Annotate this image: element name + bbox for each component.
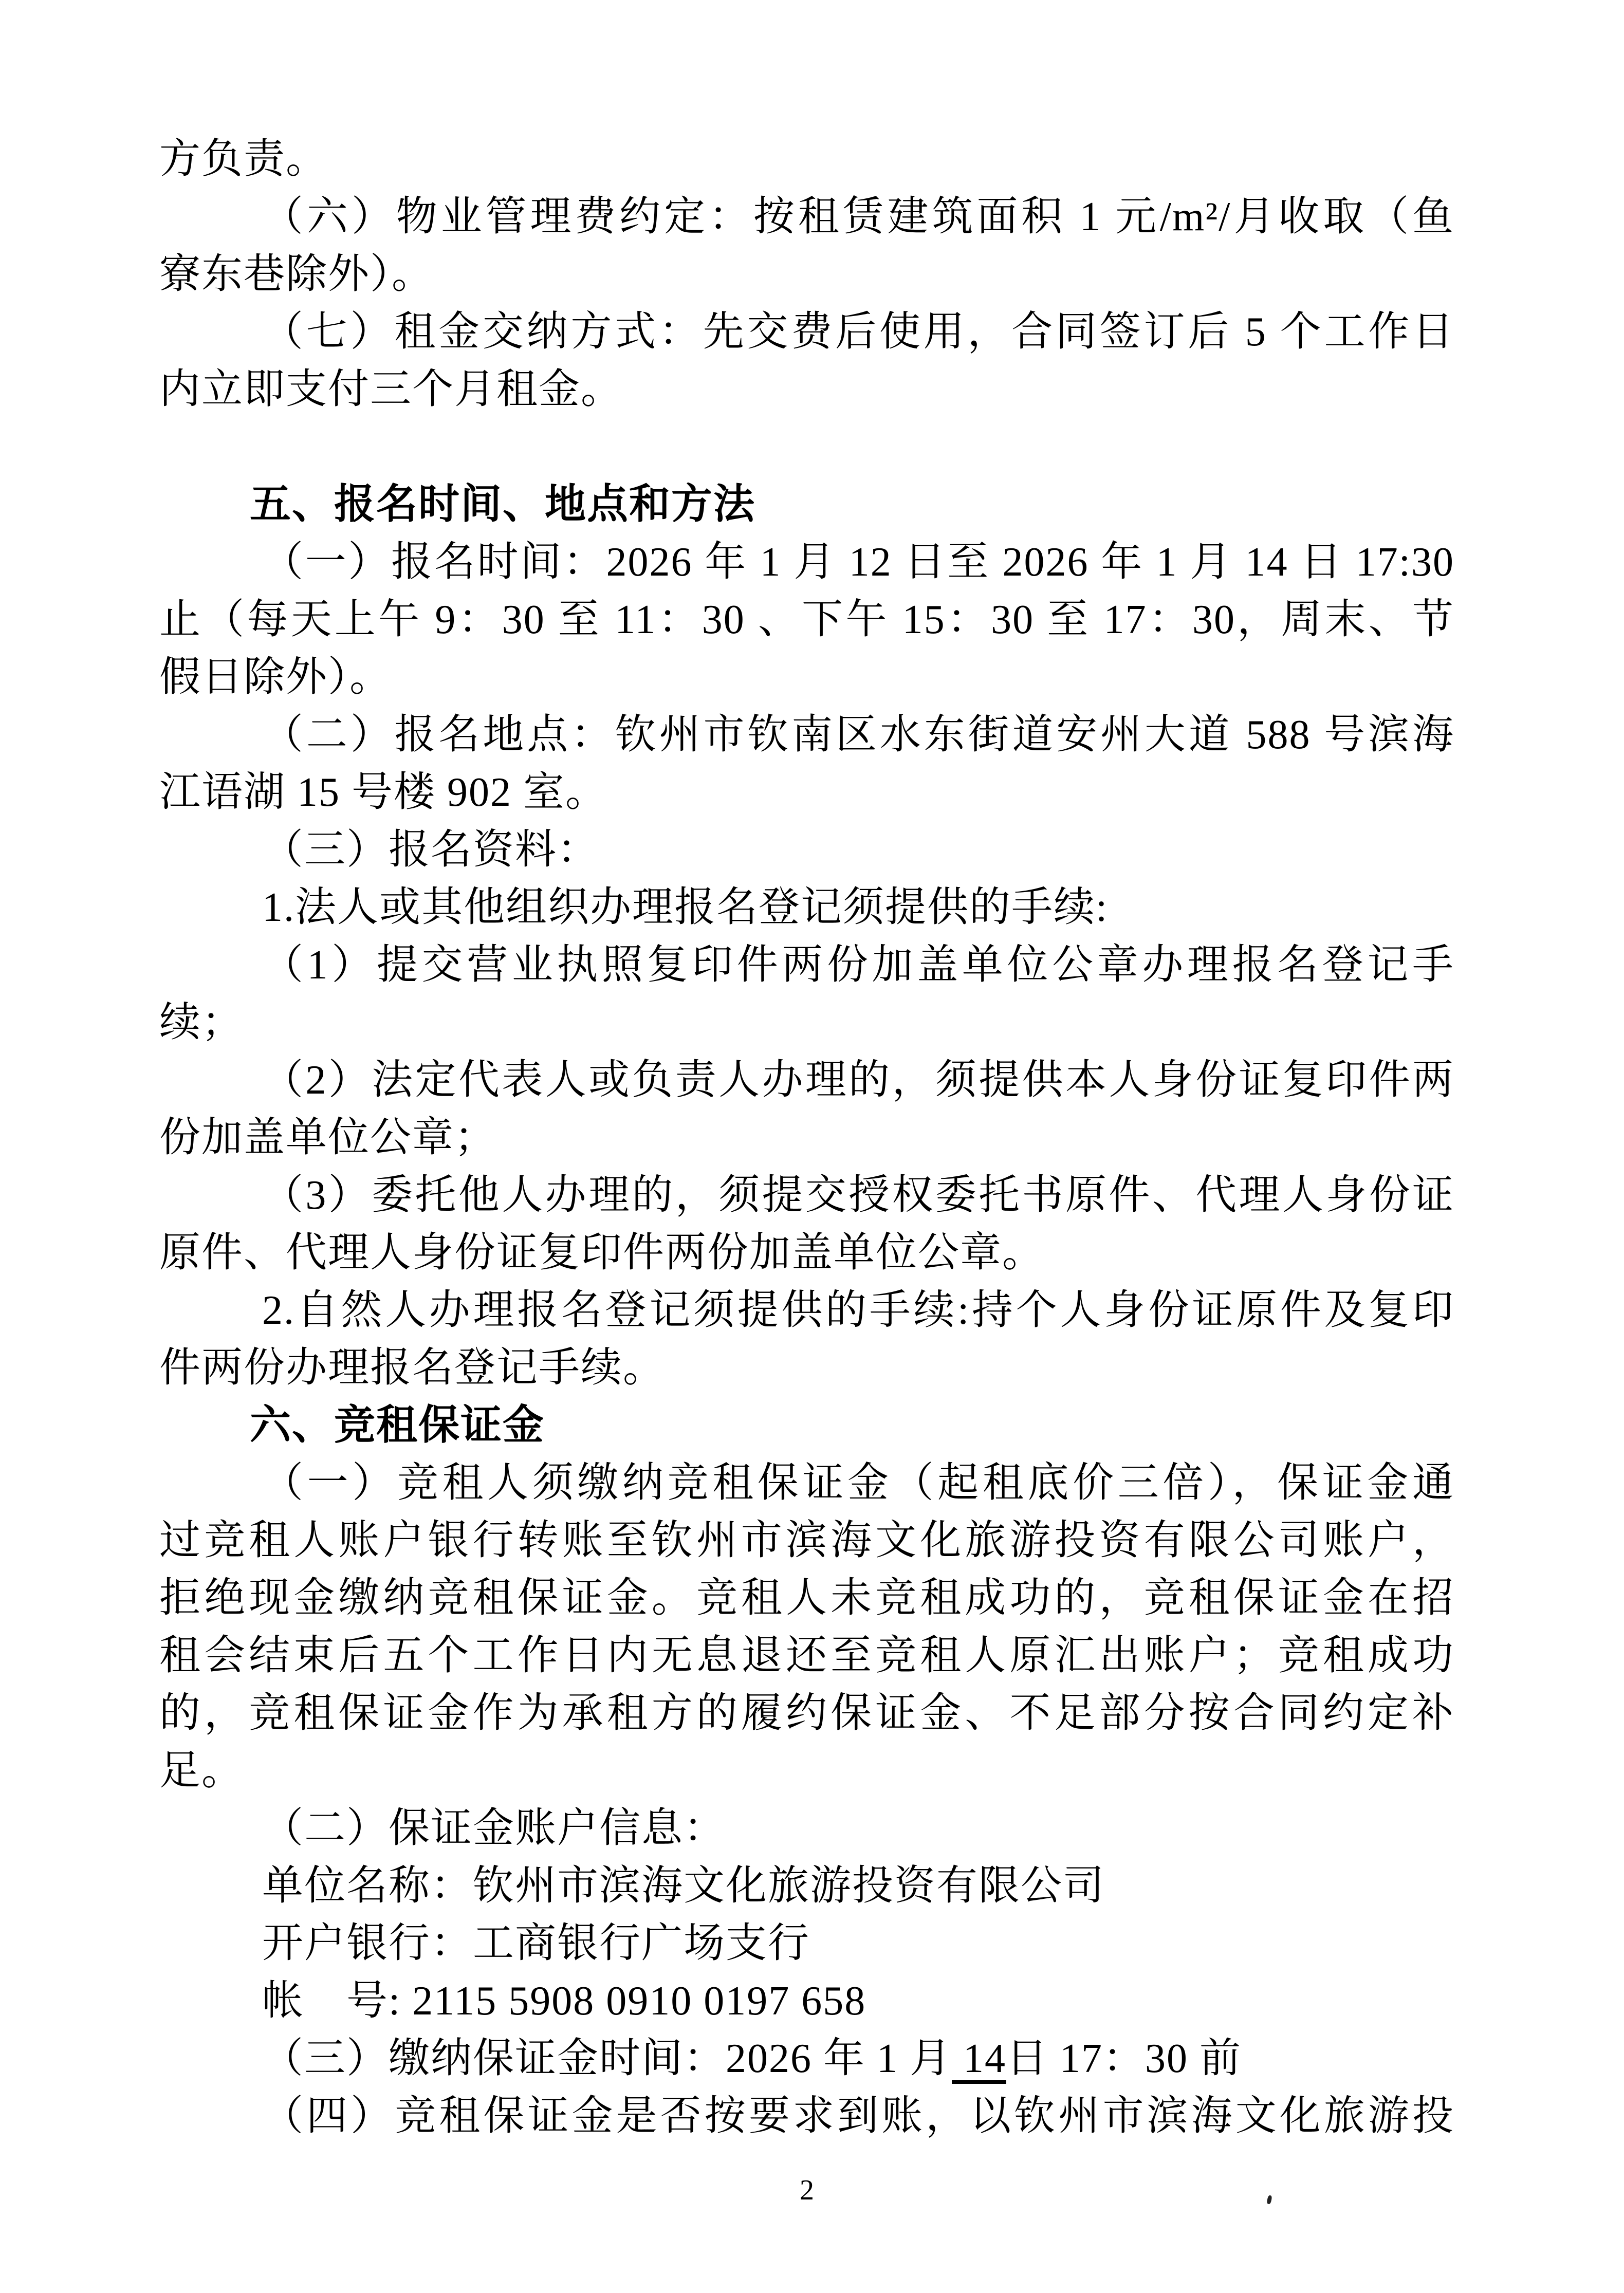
account-number: 帐 号: 2115 5908 0910 0197 658 [262, 1978, 866, 2024]
account-bank: 开户银行：工商银行广场支行 [262, 1921, 810, 1966]
clause-7-wrap: 内立即支付三个月租金。 [159, 367, 623, 412]
section-heading-5: 五、报名时间、地点和方法 [250, 482, 755, 527]
registration-place-wrap: 江语湖 15 号楼 902 室。 [159, 770, 607, 815]
item-1-business-license: （1）提交营业执照复印件两份加盖单位公章办理报名登记手 [262, 942, 1454, 988]
registration-place: （二）报名地点：钦州市钦南区水东街道安州大道 588 号滨海 [262, 712, 1454, 757]
item-3-entrusted-agent: （3）委托他人办理的，须提交授权委托书原件、代理人身份证 [262, 1173, 1454, 1218]
natural-person-procedures: 2.自然人办理报名登记须提供的手续:持个人身份证原件及复印 [262, 1288, 1454, 1333]
clause-6-wrap: 寮东巷除外）。 [159, 252, 434, 297]
deposit-deadline-day: 14 [952, 2036, 1006, 2081]
registration-time-wrap-2: 假日除外）。 [159, 655, 392, 700]
item-2-legal-representative: （2）法定代表人或负责人办理的，须提供本人身份证复印件两 [262, 1058, 1454, 1103]
registration-materials: （三）报名资料： [262, 827, 599, 873]
item-3-wrap: 原件、代理人身份证复印件两份加盖单位公章。 [159, 1230, 1044, 1275]
document-body [159, 131, 1454, 2213]
item-2-wrap: 份加盖单位公章； [159, 1115, 496, 1160]
deposit-requirement: （一）竞租人须缴纳竞租保证金（起租底价三倍），保证金通 [262, 1460, 1454, 1506]
text-line-continuation: 方负责。 [159, 137, 328, 182]
section-heading-6: 六、竞租保证金 [250, 1403, 545, 1448]
clause-6-property-fee: （六）物业管理费约定：按租赁建筑面积 1 元/m²/月收取（鱼 [262, 194, 1454, 239]
deposit-arrival-check: （四）竞租保证金是否按要求到账，以钦州市滨海文化旅游投 [262, 2094, 1454, 2139]
deposit-deadline [159, 2030, 1454, 2087]
page-number: 2 [800, 2174, 814, 2206]
blank-line [159, 418, 1454, 476]
natural-person-wrap: 件两份办理报名登记手续。 [159, 1345, 665, 1391]
deposit-deadline-pre: （三）缴纳保证金时间：2026 年 1 月 [262, 2036, 952, 2081]
deposit-requirement-wrap-2: 拒绝现金缴纳竞租保证金。竞租人未竞租成功的，竞租保证金在招 [159, 1576, 1454, 1621]
legal-person-procedures: 1.法人或其他组织办理报名登记须提供的手续: [262, 885, 1109, 930]
account-company-name: 单位名称：钦州市滨海文化旅游投资有限公司 [262, 1863, 1105, 1909]
deposit-requirement-wrap-5: 足。 [159, 1748, 244, 1793]
deposit-requirement-wrap-1: 过竞租人账户银行转账至钦州市滨海文化旅游投资有限公司账户， [159, 1518, 1454, 1563]
deposit-requirement-wrap-4: 的，竞租保证金作为承租方的履约保证金、不足部分按合同约定补 [159, 1691, 1454, 1736]
registration-time-wrap-1: 止（每天上午 9：30 至 11：30 、下午 15：30 至 17：30，周末、节 [159, 597, 1454, 642]
item-1-wrap: 续； [159, 1000, 244, 1045]
deposit-deadline-post: 日 17：30 前 [1006, 2036, 1242, 2081]
deposit-requirement-wrap-3: 租会结束后五个工作日内无息退还至竞租人原汇出账户；竞租成功 [159, 1633, 1454, 1678]
registration-time: （一）报名时间：2026 年 1 月 12 日至 2026 年 1 月 14 日 17:30 [262, 540, 1454, 585]
clause-7-rent-payment: （七）租金交纳方式：先交费后使用，合同签订后 5 个工作日 [262, 309, 1454, 355]
deposit-account-info: （二）保证金账户信息： [262, 1806, 726, 1851]
